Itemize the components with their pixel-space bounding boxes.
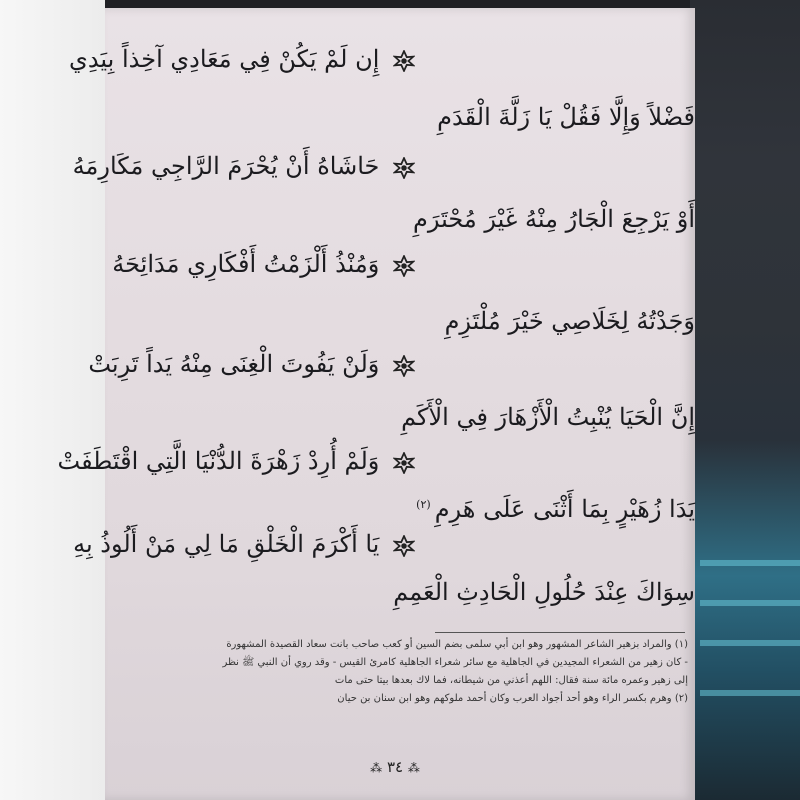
verse-line bbox=[437, 103, 695, 131]
footnote-line: - كان زهير من الشعراء المجيدين في الجاهلية مع سائر شعراء الجاهلية كامرئ القيس - وقد روي أن النبي ﷺ نظر bbox=[222, 657, 688, 668]
verse-line bbox=[73, 530, 415, 558]
verse-text: إِنَّ الْحَيَا يُنْبِتُ الْأَزْهَارَ فِي الْأَكَمِ bbox=[401, 403, 695, 431]
verse-line bbox=[112, 250, 415, 278]
verse-text: وَلَنْ يَفُوتَ الْغِنَى مِنْهُ يَداً تَرِبَتْ bbox=[88, 350, 380, 378]
star-ornament-icon bbox=[393, 535, 415, 557]
footnote-divider bbox=[435, 632, 685, 633]
verse-text: فَضْلاً وَإِلَّا فَقُلْ يَا زَلَّةَ الْقَدَمِ bbox=[437, 103, 695, 131]
verse-text: سِوَاكَ عِنْدَ حُلُولِ الْحَادِثِ الْعَمِمِ bbox=[393, 578, 695, 606]
verse-line bbox=[413, 205, 695, 233]
verse-line bbox=[88, 350, 415, 378]
right-background bbox=[690, 0, 800, 800]
verse-line bbox=[69, 45, 415, 73]
dark-top-edge bbox=[0, 0, 800, 8]
footnotes bbox=[108, 636, 688, 708]
ornament-right: ⁂ bbox=[407, 761, 420, 775]
teal-stripe bbox=[700, 600, 800, 606]
teal-stripe bbox=[700, 690, 800, 696]
verse-line bbox=[445, 307, 695, 335]
star-ornament-icon bbox=[393, 452, 415, 474]
verse-text: يَدَا زُهَيْرٍ بِمَا أَثْنَى عَلَى هَرِمِ bbox=[434, 495, 695, 523]
verse-line bbox=[416, 495, 695, 523]
verse-text: أَوْ يَرْجِعَ الْجَارُ مِنْهُ غَيْرَ مُحْتَرَمِ bbox=[413, 205, 695, 233]
verse-line bbox=[73, 152, 415, 180]
verse-text: وَجَدْتُهُ لِخَلَاصِي خَيْرَ مُلْتَزِمِ bbox=[444, 307, 695, 335]
page-number bbox=[355, 758, 435, 776]
verse-line bbox=[393, 578, 695, 606]
star-ornament-icon bbox=[393, 157, 415, 179]
star-ornament-icon bbox=[393, 255, 415, 277]
footnote-marker: (٢) bbox=[416, 498, 431, 511]
teal-stripe bbox=[700, 560, 800, 566]
verse-text: إِن لَمْ يَكُنْ فِي مَعَادِي آخِذاً بِيَدِي bbox=[69, 45, 380, 73]
verse-text: يَا أَكْرَمَ الْخَلْقِ مَا لِي مَنْ أَلُوذُ بِهِ bbox=[73, 530, 380, 558]
page-number-text: ٣٤ bbox=[386, 758, 404, 776]
star-ornament-icon bbox=[393, 50, 415, 72]
footnote-line: (٢) وهرم بكسر الراء وهو أحد أجواد العرب وكان أحمد ملوكهم وهو ابن سنان بن حيان bbox=[337, 693, 688, 704]
footnote-line: إلى زهير وعمره مائة سنة فقال: اللهم أعذني من شيطانه، فما لاك بعدها بيتا حتى مات bbox=[334, 675, 688, 686]
left-background bbox=[0, 0, 105, 800]
verse-text: حَاشَاهُ أَنْ يُحْرَمَ الرَّاجِي مَكَارِمَهُ bbox=[72, 152, 380, 180]
footnote-line: (١) والمراد بزهير الشاعر المشهور وهو ابن أبي سلمى بضم السين أو كعب صاحب بانت سعاد القصيدة المشهورة bbox=[226, 639, 688, 650]
verse-text: وَلَمْ أُرِدْ زَهْرَةَ الدُّنْيَا الَّتِي اقْتَطَفَتْ bbox=[57, 447, 380, 475]
verse-text: وَمُنْذُ أَلْزَمْتُ أَفْكَارِي مَدَائِحَهُ bbox=[112, 250, 380, 278]
verse-line bbox=[401, 403, 695, 431]
ornament-left: ⁂ bbox=[370, 761, 383, 775]
verse-line bbox=[58, 447, 415, 475]
star-ornament-icon bbox=[393, 355, 415, 377]
teal-stripe bbox=[700, 640, 800, 646]
